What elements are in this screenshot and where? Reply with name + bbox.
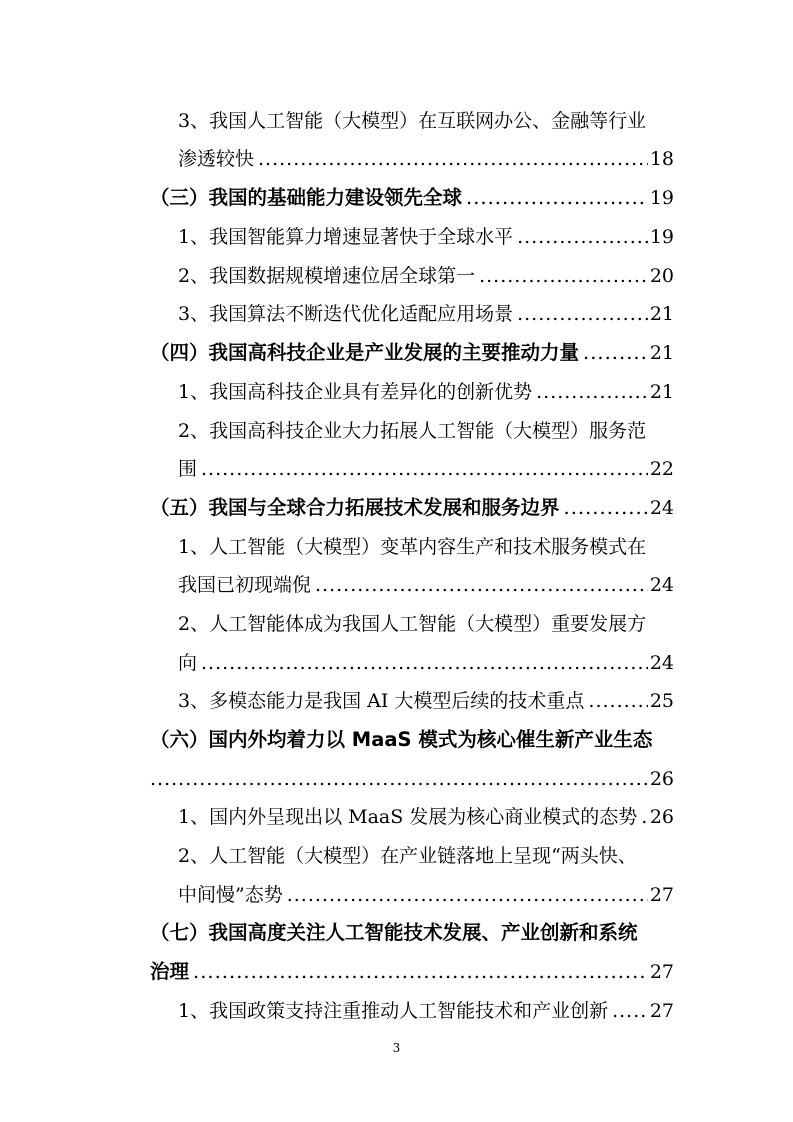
page-footer-number: 3 (392, 1041, 401, 1055)
leader-dots (517, 299, 648, 329)
leader-dots (479, 261, 648, 291)
toc-page-number: 26 (649, 768, 674, 790)
leader-dots (583, 338, 648, 368)
toc-entry-title-cont: 围 (178, 458, 198, 480)
toc-entry-title: 2、我国数据规模增速位居全球第一 (178, 265, 476, 287)
toc-entry-title: （五）我国与全球合力拓展技术发展和服务边界 (150, 496, 560, 519)
toc-entry-continuation[interactable] (178, 570, 674, 600)
toc-page-number: 21 (649, 303, 674, 325)
toc-entry-title: （三）我国的基础能力建设领先全球 (150, 186, 463, 209)
leader-dots (150, 764, 648, 794)
leader-dots (641, 802, 648, 832)
toc-page-number: 21 (649, 381, 674, 403)
toc-entry-title: 3、我国人工智能（大模型）在互联网办公、金融等行业 (178, 110, 647, 132)
leader-dots (612, 996, 648, 1026)
leader-dots (564, 493, 648, 523)
toc-entry-continuation[interactable] (150, 764, 674, 794)
toc-section-entry[interactable] (150, 493, 674, 523)
toc-entry-continuation[interactable] (178, 144, 674, 174)
toc-entry-title-cont: 中间慢”态势 (178, 884, 283, 906)
toc-entry[interactable] (178, 261, 674, 291)
toc-page-number: 27 (649, 884, 674, 906)
leader-dots (201, 648, 648, 678)
toc-entry[interactable] (178, 532, 674, 562)
toc-entry[interactable] (178, 299, 674, 329)
toc-entry-title: 1、我国政策支持注重推动人工智能技术和产业创新 (178, 1000, 609, 1022)
toc-entry[interactable] (178, 841, 674, 871)
toc-entry-continuation[interactable] (178, 880, 674, 910)
leader-dots (536, 377, 648, 407)
toc-section-entry[interactable] (150, 918, 674, 948)
toc-entry[interactable] (178, 106, 674, 136)
toc-entry-title: 1、人工智能（大模型）变革内容生产和技术服务模式在 (178, 536, 647, 558)
toc-entry-title: 3、多模态能力是我国 AI 大模型后续的技术重点 (178, 690, 585, 712)
toc-entry[interactable] (178, 686, 674, 716)
leader-dots (201, 454, 648, 484)
toc-page-number: 21 (649, 342, 674, 364)
toc-entry-continuation[interactable] (178, 648, 674, 678)
toc-page-number: 26 (649, 806, 674, 828)
toc-entry-continuation[interactable] (150, 957, 674, 987)
toc-section-entry[interactable] (150, 725, 674, 755)
toc-page-number: 20 (649, 265, 674, 287)
toc-entry-title-cont: 我国已初现端倪 (178, 574, 312, 596)
toc-entry[interactable] (178, 377, 674, 407)
leader-dots (517, 222, 648, 252)
leader-dots (287, 880, 648, 910)
leader-dots (258, 144, 648, 174)
leader-dots (466, 183, 648, 213)
toc-page-number: 25 (649, 690, 674, 712)
toc-page-number: 19 (649, 226, 674, 248)
toc-entry-title-cont: 渗透较快 (178, 148, 255, 170)
toc-page-number: 19 (649, 187, 674, 209)
toc-entry-title: 1、我国智能算力增速显著快于全球水平 (178, 226, 514, 248)
toc-entry-title: （七）我国高度关注人工智能技术发展、产业创新和系统 (150, 921, 638, 944)
toc-entry-title-cont: 向 (178, 652, 198, 674)
toc-entry[interactable] (178, 609, 674, 639)
toc-page-number: 18 (649, 148, 674, 170)
toc-entry-title: 2、我国高科技企业大力拓展人工智能（大模型）服务范 (178, 420, 647, 442)
toc-page-number: 24 (649, 574, 674, 596)
toc-page-number: 27 (649, 1000, 674, 1022)
toc-page-number: 24 (649, 652, 674, 674)
toc-page-number: 27 (649, 961, 674, 983)
toc-section-entry[interactable] (150, 338, 674, 368)
toc-entry-title-cont: 治理 (150, 960, 190, 983)
toc-entry[interactable] (178, 416, 674, 446)
toc-page-number: 24 (649, 497, 674, 519)
toc-entry-title: 1、我国高科技企业具有差异化的创新优势 (178, 381, 533, 403)
toc-entry-title: 1、国内外呈现出以 MaaS 发展为核心商业模式的态势 (178, 806, 638, 828)
toc-entry-title: 2、人工智能体成为我国人工智能（大模型）重要发展方 (178, 613, 647, 635)
leader-dots (315, 570, 648, 600)
leader-dots (588, 686, 647, 716)
toc-entry-title: （四）我国高科技企业是产业发展的主要推动力量 (150, 341, 580, 364)
toc-entry[interactable] (178, 802, 674, 832)
toc-entry-title: （六）国内外均着力以 MaaS 模式为核心催生新产业生态 (150, 728, 653, 751)
toc-entry-title: 3、我国算法不断迭代优化适配应用场景 (178, 303, 514, 325)
leader-dots (193, 957, 648, 987)
toc-entry[interactable] (178, 996, 674, 1026)
toc-entry[interactable] (178, 222, 674, 252)
toc-page-number: 22 (649, 458, 674, 480)
toc-entry-title: 2、人工智能（大模型）在产业链落地上呈现“两头快、 (178, 845, 637, 867)
toc-section-entry[interactable] (150, 183, 674, 213)
toc-entry-continuation[interactable] (178, 454, 674, 484)
